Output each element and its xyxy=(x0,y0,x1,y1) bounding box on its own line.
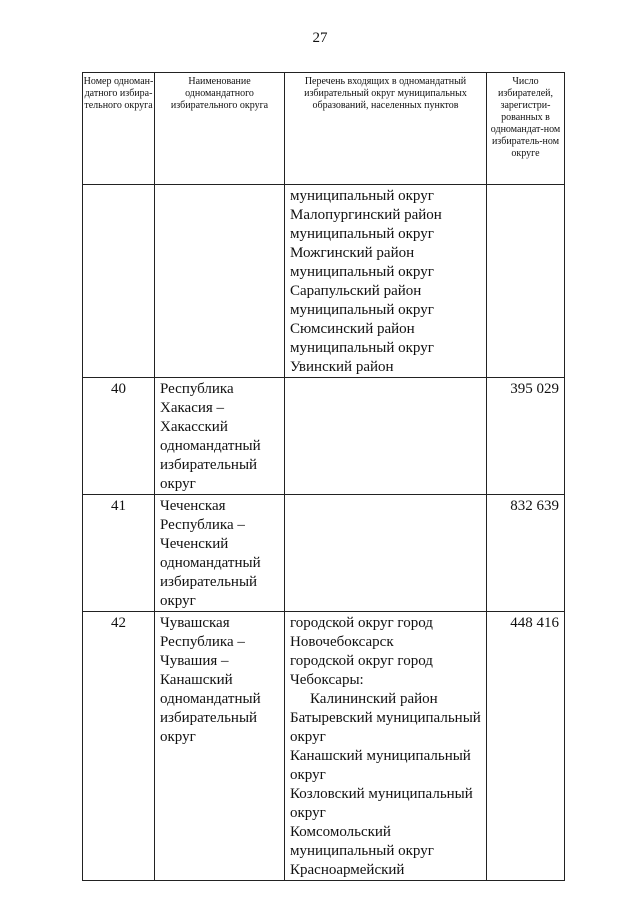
list-item: муниципальный округ xyxy=(290,843,434,859)
districts-table xyxy=(82,72,565,881)
district-name: Республика Хакасия – Хакасский одномандатный избирательный округ xyxy=(155,378,285,495)
header-voter-count: Число избирателей, зарегистри-рованных в одномандат-ном избиратель-ном округе xyxy=(487,73,565,185)
list-item: Комсомольский xyxy=(290,824,391,840)
list-item: Батыревский муниципальный xyxy=(290,710,481,726)
table-row xyxy=(83,185,565,378)
list-item: муниципальный округ xyxy=(290,188,434,204)
list-item: Сюмсинский район xyxy=(290,321,415,337)
list-item: Можгинский район xyxy=(290,245,415,261)
list-item: муниципальный округ xyxy=(290,340,434,356)
list-item: Увинский район xyxy=(290,359,394,375)
district-name: Чеченская Республика – Чеченский одномандатный избирательный округ xyxy=(155,495,285,612)
list-item: муниципальный округ xyxy=(290,226,434,242)
list-item: Канашский муниципальный xyxy=(290,748,471,764)
header-municipalities-list: Перечень входящих в одномандатный избирательный округ муниципальных образований, населенных пунктов xyxy=(285,73,487,185)
district-number: 40 xyxy=(83,378,155,495)
district-name xyxy=(155,185,285,378)
list-item: Чебоксары: xyxy=(290,672,364,688)
list-item: Красноармейский xyxy=(290,862,405,878)
list-item: муниципальный округ xyxy=(290,264,434,280)
table-row xyxy=(83,378,565,495)
table-header-row xyxy=(83,73,565,185)
list-item: Козловский муниципальный xyxy=(290,786,473,802)
list-item: Малопургинский район xyxy=(290,207,442,223)
list-item: Сарапульский район xyxy=(290,283,422,299)
list-item: городской округ город xyxy=(290,615,433,631)
voter-count xyxy=(487,185,565,378)
page-number: 27 xyxy=(312,30,328,46)
list-item: Калининский район xyxy=(310,691,438,707)
voter-count: 448 416 xyxy=(487,612,565,881)
list-item: округ xyxy=(290,767,326,783)
municipalities-list xyxy=(285,185,487,378)
table-row xyxy=(83,612,565,881)
header-district-name: Наименование одномандатного избирательного округа xyxy=(155,73,285,185)
table-row xyxy=(83,495,565,612)
list-item: муниципальный округ xyxy=(290,302,434,318)
district-number: 42 xyxy=(83,612,155,881)
list-item: округ xyxy=(290,805,326,821)
district-name: Чувашская Республика – Чувашия – Канашский одномандатный избирательный округ xyxy=(155,612,285,881)
list-item: Новочебоксарск xyxy=(290,634,394,650)
municipalities-list xyxy=(285,495,487,612)
header-district-number: Номер одноман-датного избира-тельного округа xyxy=(83,73,155,185)
list-item: городской округ город xyxy=(290,653,433,669)
municipalities-list xyxy=(285,612,487,881)
district-number: 41 xyxy=(83,495,155,612)
voter-count: 395 029 xyxy=(487,378,565,495)
municipalities-list xyxy=(285,378,487,495)
voter-count: 832 639 xyxy=(487,495,565,612)
district-number xyxy=(83,185,155,378)
list-item: округ xyxy=(290,729,326,745)
